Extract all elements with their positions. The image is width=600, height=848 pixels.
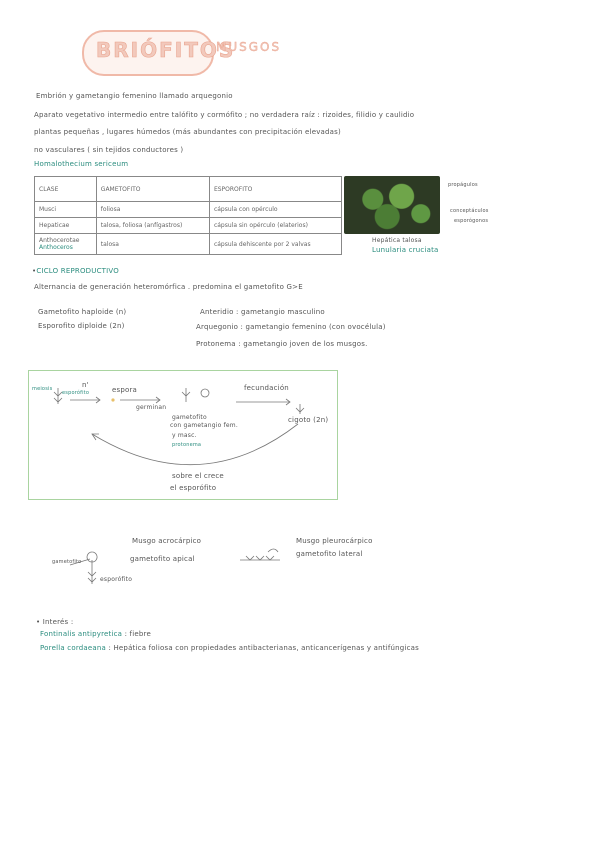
photo-label: propágulos <box>448 182 478 188</box>
table-cell: cápsula con opérculo <box>209 202 341 218</box>
table-cell: foliosa <box>96 202 209 218</box>
diagram-label-sobre1: sobre el crece <box>172 472 224 480</box>
cycle-left-note: Gametofito haploide (n) <box>38 308 127 316</box>
table-cell: talosa, foliosa (anfígastros) <box>96 218 209 234</box>
table-cell: cápsula sin opérculo (elaterios) <box>209 218 341 234</box>
table-header: GAMETOFITO <box>96 177 209 202</box>
species-name: Homalothecium sericeum <box>34 160 129 168</box>
intro-line-2: Aparato vegetativo intermedio entre talófito y cormófito ; no verdadera raíz : rizoides, filidio y caulidio <box>34 111 415 119</box>
photo-caption-species: Lunularia cruciata <box>372 246 439 254</box>
table-cell: talosa <box>96 234 209 255</box>
table-cell: cápsula dehiscente por 2 valvas <box>209 234 341 255</box>
cycle-line: Alternancia de generación heteromórfica . predomina el gametofito G>E <box>34 283 303 291</box>
interes-item-1: Fontinalis antipyretica : fiebre <box>40 630 151 638</box>
diagram-label-espora: espora <box>112 386 138 394</box>
diagram-label-fecundacion: fecundación <box>244 384 289 392</box>
cycle-right-note: Arquegonio : gametangio femenino (con ovocélula) <box>196 323 386 331</box>
interes-heading: • Interés : <box>36 618 74 626</box>
diagram-label-cigoto: cigoto (2n) <box>288 416 329 424</box>
cycle-right-note: Protonema : gametangio joven de los musgos. <box>196 340 368 348</box>
intro-line-4: no vasculares ( sin tejidos conductores ) <box>34 146 184 154</box>
intro-line-3: plantas pequeñas , lugares húmedos (más abundantes con precipitación elevadas) <box>34 128 341 136</box>
page-subtitle: MUSGOS <box>216 40 282 54</box>
page-title: BRIÓFITOS <box>96 38 236 62</box>
intro-line-1: Embrión y gametangio femenino llamado arquegonio <box>36 92 233 100</box>
diagram-label-protonema: protonema <box>172 442 202 448</box>
acro-desc: gametofito apical <box>130 555 195 563</box>
diagram-label-gametofito: gametofito <box>172 414 207 421</box>
table-header: CLASE <box>35 177 97 202</box>
photo-caption: Hepática talosa <box>372 237 422 244</box>
moss-label-gametofito: gametofito <box>52 559 82 565</box>
diagram-label-meiosis: meiosis <box>32 386 53 392</box>
moss-label-esporofito: esporófito <box>100 576 133 583</box>
cycle-right-note: Anteridio : gametangio masculino <box>200 308 325 316</box>
table-cell: Musci <box>35 202 97 218</box>
anthoceros-note: Anthoceros <box>39 244 73 251</box>
diagram-label-germinan: germinan <box>136 404 167 411</box>
photo-label: esporógonos <box>454 218 489 224</box>
photo-label: conceptáculos <box>450 208 489 214</box>
pleuro-title: Musgo pleurocárpico <box>296 537 373 545</box>
table-cell: Hepaticae <box>35 218 97 234</box>
acro-title: Musgo acrocárpico <box>132 537 202 545</box>
table-cell: Anthocerotae Anthoceros <box>35 234 97 255</box>
interes-item-2: Porella cordaeana : Hepática foliosa con propiedades antibacterianas, anticancerígenas y antifúngicas <box>40 644 419 652</box>
cycle-left-note: Esporofito diploide (2n) <box>38 322 125 330</box>
cycle-heading: •CICLO REPRODUCTIVO <box>32 267 119 275</box>
diagram-label-n: n' <box>82 381 89 389</box>
diagram-label-gametangio: con gametangio fem. <box>170 422 238 429</box>
pleuro-desc: gametofito lateral <box>296 550 363 558</box>
diagram-label-masc: y masc. <box>172 432 197 439</box>
diagram-label-sobre2: el esporófito <box>170 484 217 492</box>
diagram-label-esporofito: esporófito <box>62 390 90 396</box>
table-header: ESPOROFITO <box>209 177 341 202</box>
